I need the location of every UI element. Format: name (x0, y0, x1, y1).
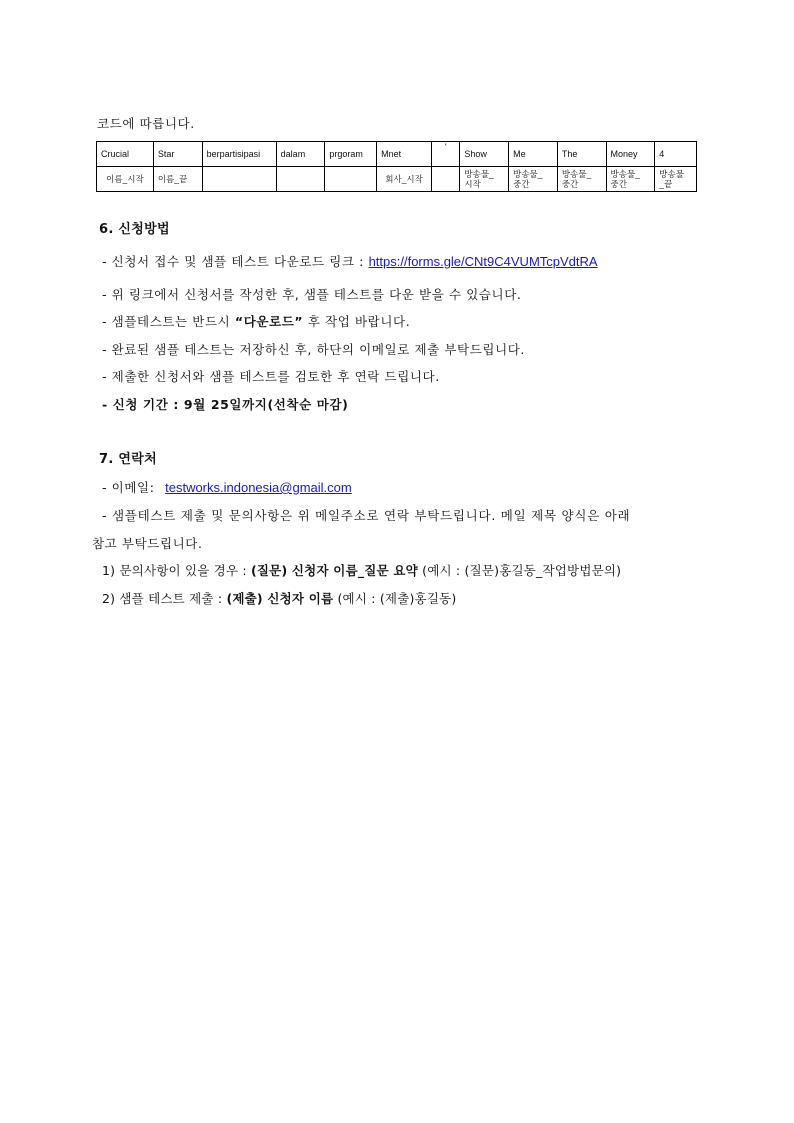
inquiry-example: (예시 : (질문)홍길동_작업방법문의) (417, 563, 622, 578)
table-cell: 회사_시작 (377, 167, 432, 192)
table-cell: 방송물_ 중간 (606, 167, 655, 192)
instruction-line-2-prefix: - 샘플테스트는 반드시 (102, 314, 235, 329)
submission-example: (예시 : (제출)홍길동) (333, 591, 457, 606)
table-cell (431, 167, 459, 192)
application-link-label: - 신청서 접수 및 샘플 테스트 다운로드 링크 : (102, 254, 369, 269)
table-cell: ' (431, 142, 459, 167)
intro-text: 코드에 따릅니다. (97, 116, 195, 131)
table-cell: The (557, 142, 606, 167)
table-cell (325, 167, 377, 192)
contact-note-line-2: 참고 부탁드립니다. (92, 536, 203, 551)
application-deadline: - 신청 기간 : 9월 25일까지(선착순 마감) (102, 397, 349, 412)
table-row-labels (97, 167, 697, 192)
table-cell: berpartisipasi (202, 142, 276, 167)
instruction-line-2 (102, 314, 410, 330)
contact-email-link[interactable]: testworks.indonesia@gmail.com (165, 480, 352, 495)
table-cell: 방송물_ 시작 (460, 167, 509, 192)
table-cell: Show (460, 142, 509, 167)
contact-note-line-1: - 샘플테스트 제출 및 문의사항은 위 메일주소로 연락 부탁드립니다. 메일 제목 양식은 아래 (102, 508, 631, 523)
instruction-line-2-suffix: 후 작업 바랍니다. (303, 314, 411, 329)
application-form-link[interactable]: https://forms.gle/CNt9C4VUMTcpVdtRA (368, 254, 598, 269)
submission-format: (제출) 신청자 이름 (226, 591, 334, 606)
table-cell: 이름_끝 (153, 167, 202, 192)
submission-prefix: 2) 샘플 테스트 제출 : (102, 591, 227, 606)
table-cell: 방송물_ 중간 (557, 167, 606, 192)
table-cell: Crucial (97, 142, 154, 167)
table-cell: 이름_시작 (97, 167, 154, 192)
table-cell: Money (606, 142, 655, 167)
table-cell: prgoram (325, 142, 377, 167)
table-cell: Star (153, 142, 202, 167)
section-6-title: 6. 신청방법 (99, 222, 170, 237)
table-cell: 방송물_ 중간 (509, 167, 558, 192)
instruction-line-1: - 위 링크에서 신청서를 작성한 후, 샘플 테스트를 다운 받을 수 있습니다. (102, 287, 522, 302)
table-cell: Mnet (377, 142, 432, 167)
table-cell (276, 167, 325, 192)
instruction-line-4: - 제출한 신청서와 샘플 테스트를 검토한 후 연락 드립니다. (102, 369, 440, 384)
download-emphasis: “다운로드” (234, 314, 304, 329)
application-link-line (102, 254, 598, 270)
subject-format-inquiry (102, 563, 621, 579)
email-line (102, 480, 352, 496)
email-label: - 이메일: (102, 480, 160, 495)
table-cell: 4 (655, 142, 697, 167)
inquiry-prefix: 1) 문의사항이 있을 경우 : (102, 563, 251, 578)
table-row-tokens (97, 142, 697, 167)
table-cell (202, 167, 276, 192)
table-cell: dalam (276, 142, 325, 167)
inquiry-format: (질문) 신청자 이름_질문 요약 (250, 563, 418, 578)
section-7-title: 7. 연락처 (99, 452, 157, 467)
table-cell: Me (509, 142, 558, 167)
table-cell: 방송물 _끝 (655, 167, 697, 192)
subject-format-submission (102, 591, 456, 607)
example-token-table (96, 141, 697, 192)
instruction-line-3: - 완료된 샘플 테스트는 저장하신 후, 하단의 이메일로 제출 부탁드립니다. (102, 342, 525, 357)
